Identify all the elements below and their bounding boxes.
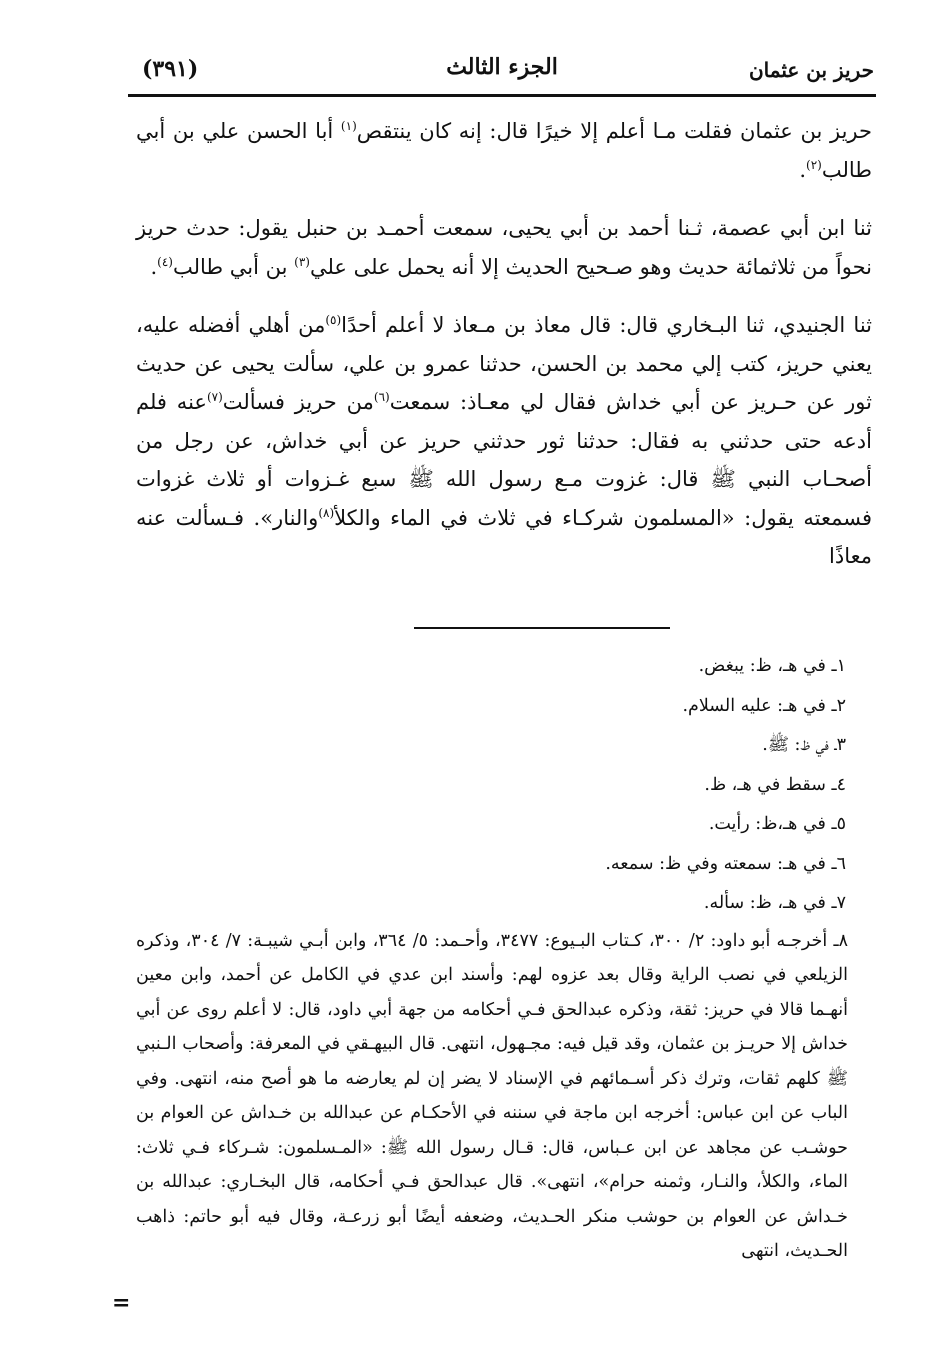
- footnote-6: ٦ـ في هـ: سمعته وفي ظ: سمعه.: [605, 853, 846, 874]
- part-title: الجزء الثالث: [446, 54, 558, 80]
- footnote-ref-1: (١): [340, 119, 357, 133]
- footnote-ref-8: (٨): [318, 505, 335, 520]
- main-text: [136, 112, 872, 596]
- text-run: .: [799, 157, 807, 182]
- footnote-3: ٣ـ في ظ: ﷺ.: [762, 735, 846, 755]
- running-head: حريز بن عثمان: [748, 58, 874, 82]
- footnote-ref-4: (٤): [157, 254, 173, 269]
- page-header: [130, 52, 874, 92]
- page-number: (٣٩١): [142, 56, 199, 82]
- text-run: حريز بن عثمان فقلت مـا أعلم إلا خيرًا قال: إنه كان ينتقص: [356, 119, 873, 143]
- footnote-ref-6: (٦): [373, 390, 390, 404]
- footnote-ref-3: (٣): [294, 254, 310, 269]
- text-run: والنار». فـسألت عنه معاذًا: [136, 505, 872, 568]
- text-run: من أهلي أفضله عليه، يعني حريز، كتب إلي محمد بن الحسن، حدثنا عمرو بن علي، سألت يحيى عن حديث ثور عن حـريز عن أبي خداش فقال لي معـاذ: سمعت: [136, 313, 872, 414]
- footnote-5: ٥ـ في هـ،ظ: رأيت.: [708, 814, 846, 834]
- continuation-mark: =: [112, 1290, 131, 1316]
- footnote-ref-7: (٧): [206, 390, 223, 404]
- footnotes: [136, 647, 849, 1286]
- text-run: .: [150, 254, 158, 279]
- footnote-1: ١ـ في هـ، ظ: يبغض.: [698, 656, 846, 676]
- paragraph-2: [136, 209, 872, 286]
- text-run: ثنا ابن أبي عصمة، ثـنا أحمد بن أبي يحيى، سمعت أحمـد بن حنبل يقول: حدث حريز نحواً من ثلاثمائة حديث وهو صـحيح الحديث إلا أنه يحمل على علي: [136, 216, 872, 279]
- text-run: ثنا الجنيدي، ثنا البـخاري قال: قال معاذ بن مـعاذ لا أعلم أحدًا: [341, 313, 872, 337]
- footnote-4: ٤ـ سقط في هـ، ظ.: [704, 774, 846, 795]
- text-run: أبا الحسن علي بن أبي طالب: [136, 119, 872, 182]
- footnote-8: ٨ـ أخرجـه أبو داود: ٢/ ٣٠٠، كـتاب البـيوع: ٣٤٧٧، وأحـمد: ٥/ ٣٦٤، وابن أبـي شيبـة: ٧/ ٣٠٤، وذكره الزيلعي في نصب الراية وقال بعد عزوه لهم: وأسند ابن عدي في الكامل عن أحمد، وابن معين أنهـما قالا في حريز: ثقة، وذكره عبدالحق فـي أحكامه من جهة أبي داود، قال: لا أعلم روى عن أبي خداش إلا حريـز بن عثمان، وقد قيل فيه: مجـهول، انتهى. قال البيهـقي في المعرفة: وأصحاب الـنبي ﷺ كلهم ثقات، وترك ذكر أسـمائهم في الإسناد لا يضر إن لم يعارضه ما هو أصح منه، انتهى. وفي الباب عن ابن عباس: أخرجه ابن ماجة في سننه في الأحكـام عن عبدالله بن خـداش عن العوام بن حوشـب عن مجاهد عن ابن عـباس، قال: قـال رسول الله ﷺ: «المـسلمون: شـركاء فـي ثلاث: الماء، والكلأ، والنـار، وثمنه حرام»، انتهى». قال عبدالحق فـي أحكامه، قال البخـاري: عبدالله بن خـداش عن العوام بن حوشب منكر الحـديث، وضعفه أيضًا أبو زرعـة، وقال فيه أبو حاتم: ذاهب الحـديث، انتهى: [136, 930, 849, 1261]
- text-run: عنه فلم أدعه حتى حدثني به فقال: حدثنا ثور حدثني حريز عن أبي خداش، عن رجل من أصحـاب النبي ﷺ قال: غزوت مـع رسول الله ﷺ سبع غـزوات أو ثلاث غزوات فسمعته يقول: «المسلمون شركـاء في ثلاث في الماء والكلأ: [136, 390, 872, 530]
- footnote-7: ٧ـ في هـ، ظ: سأله.: [703, 893, 846, 913]
- paragraph-3: [136, 306, 872, 576]
- text-run: من حريز فسألت: [222, 390, 374, 414]
- paragraph-1: [136, 112, 872, 189]
- footnote-separator: [414, 627, 670, 629]
- header-rule: [128, 94, 876, 97]
- footnote-2: ٢ـ في هـ: عليه السلام.: [682, 695, 846, 716]
- footnote-ref-5: (٥): [325, 313, 342, 327]
- footnote-ref-2: (٢): [806, 157, 822, 172]
- text-run: بن أبي طالب: [172, 254, 295, 279]
